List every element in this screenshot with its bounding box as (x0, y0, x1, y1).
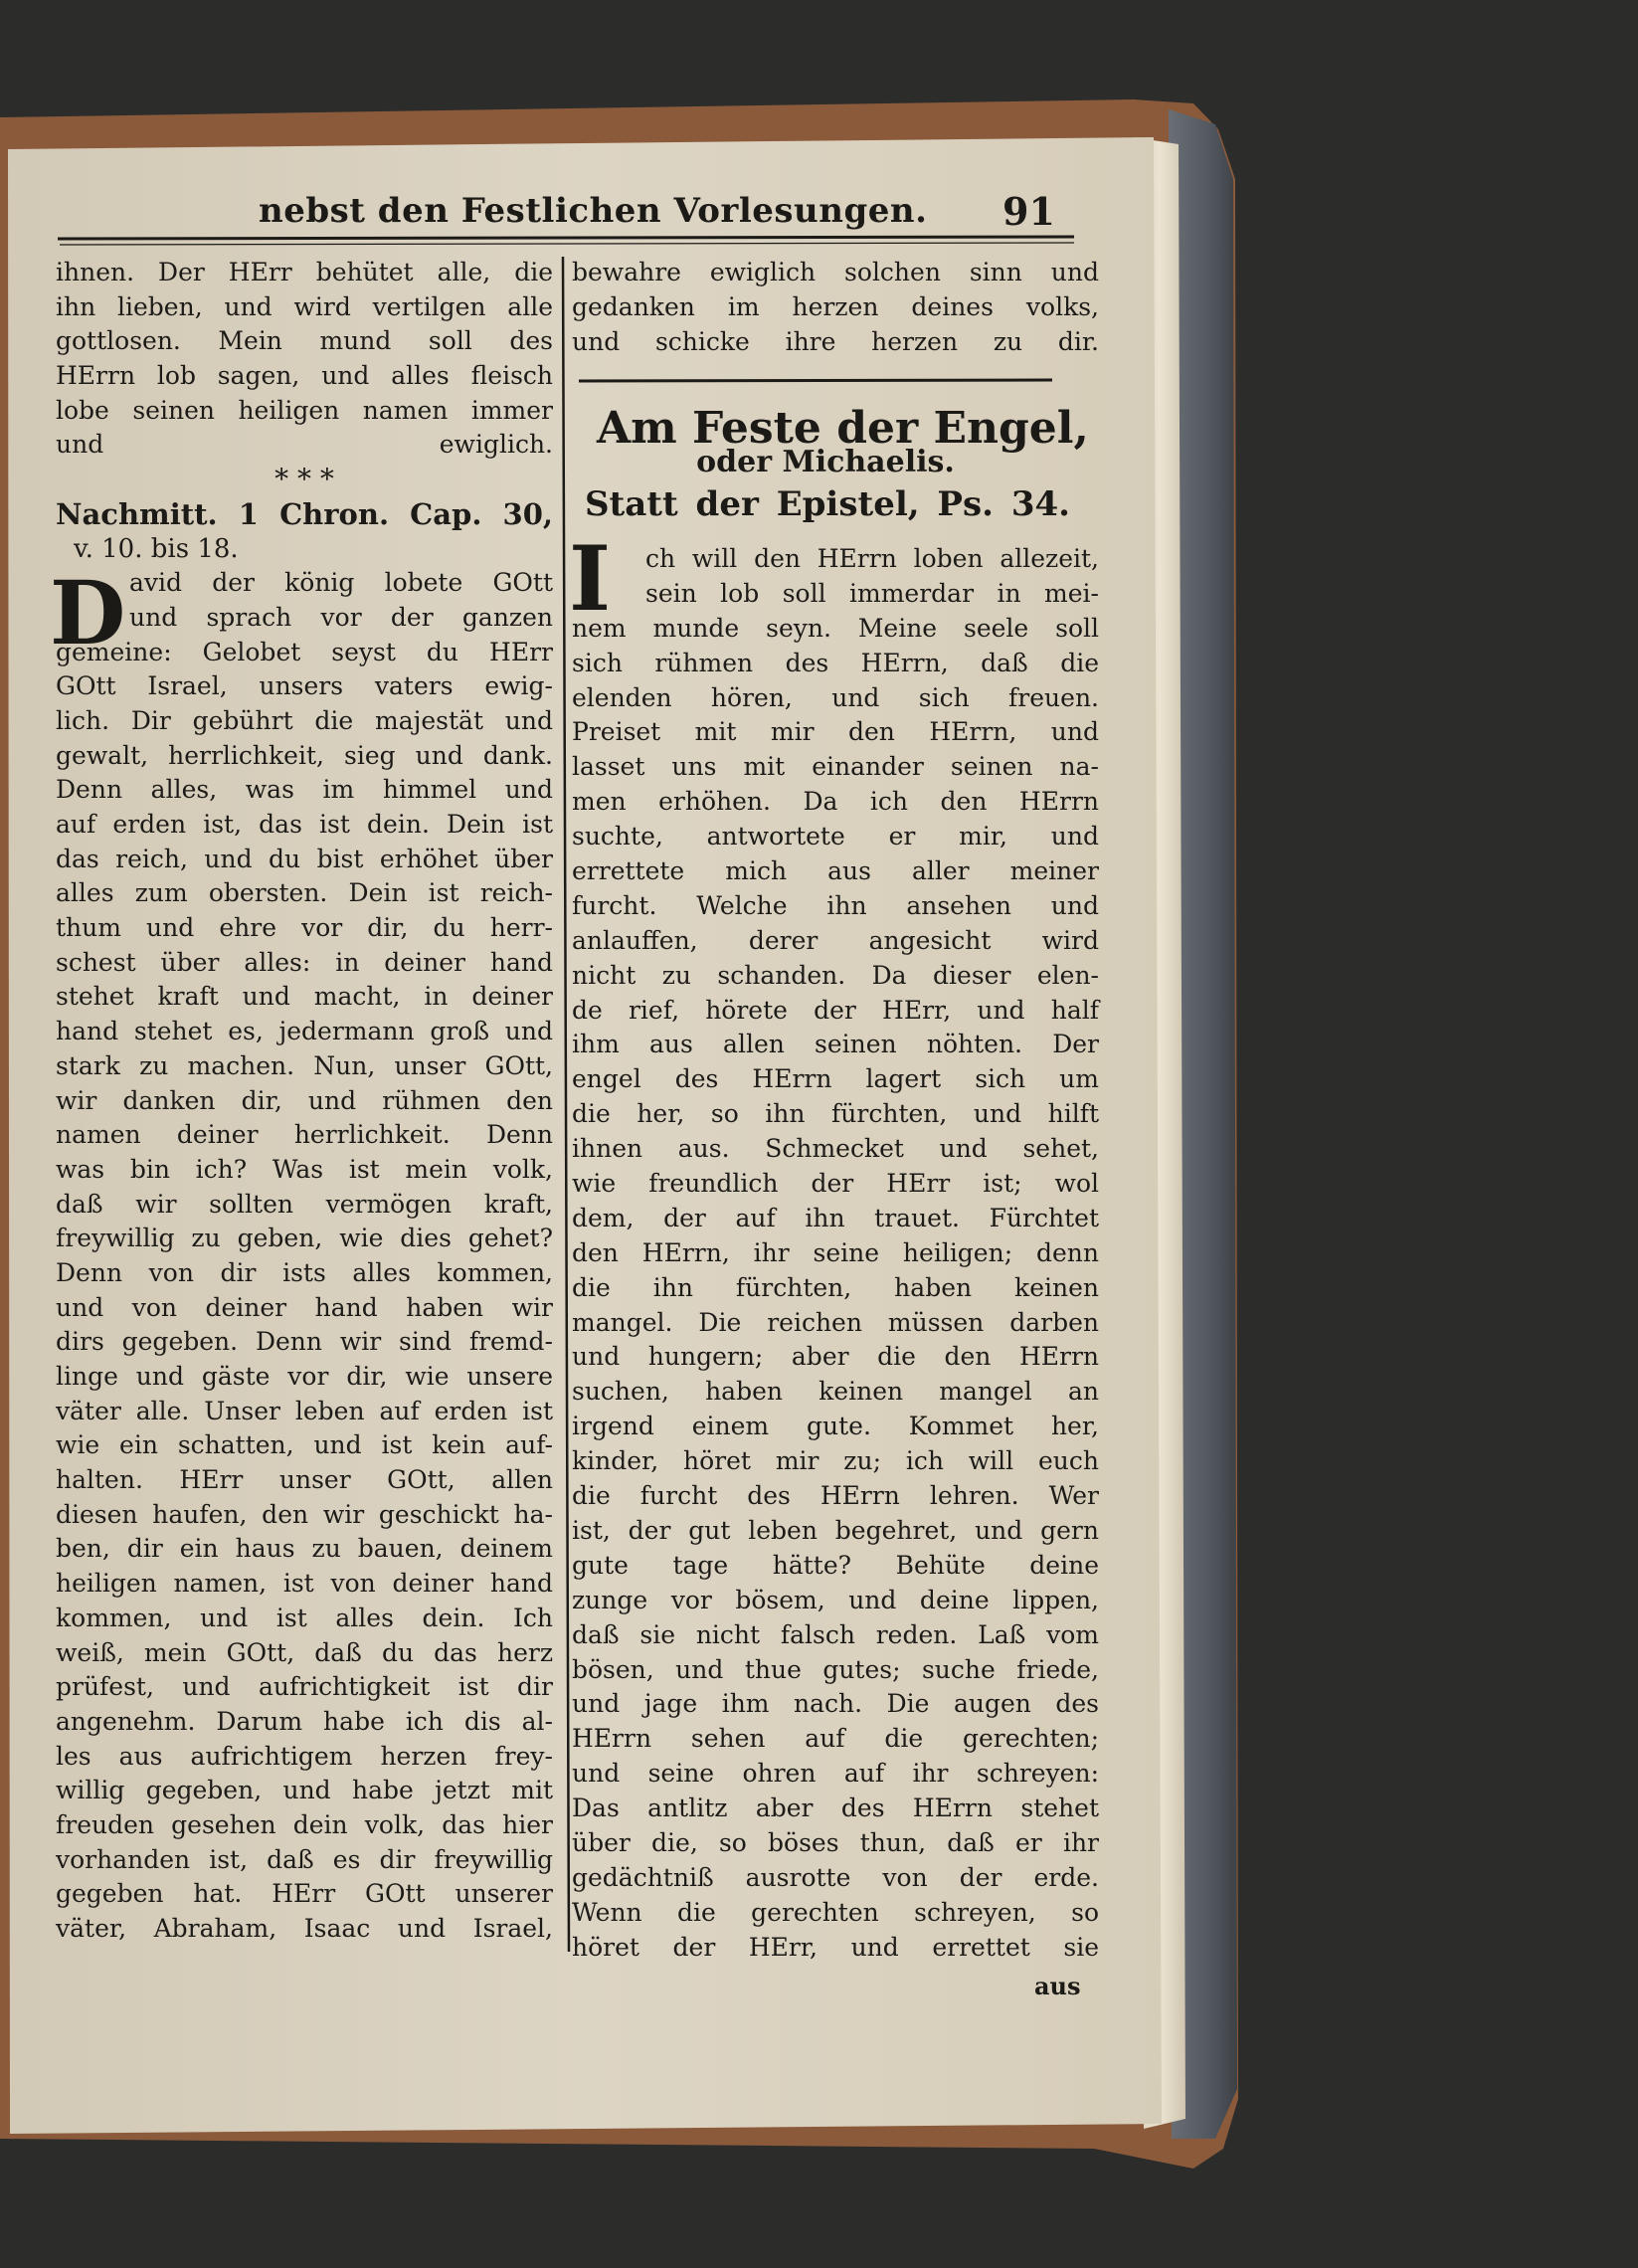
feast-title: Am Feste der Engel, (597, 403, 1089, 454)
left-column-line: diesen haufen, den wir geschickt ha- (56, 1499, 553, 1529)
right-column-line: irgend einem gute. Kommet her, (572, 1412, 1099, 1441)
left-column-line: gegeben hat. HErr GOtt unserer (56, 1879, 553, 1909)
right-column-line: sich rühmen des HErrn, daß die (572, 648, 1099, 677)
left-column-line: weiß, mein GOtt, daß du das herz (56, 1637, 553, 1667)
right-column-line: Wenn die gerechten schreyen, so (572, 1897, 1099, 1927)
right-column-line: ihm aus allen seinen nöhten. Der (572, 1030, 1099, 1059)
left-column-line: lobe seinen heiligen namen immer (56, 395, 553, 425)
left-column-line: freuden gesehen dein volk, das hier (56, 1809, 553, 1839)
right-column-line: suchte, antwortete er mir, und (572, 822, 1099, 851)
left-column-line: les aus aufrichtigem herzen frey- (56, 1741, 553, 1771)
left-column-line: linge und gäste vor dir, wie unsere (56, 1362, 553, 1391)
left-column-line: heiligen namen, ist von deiner hand (56, 1569, 553, 1599)
right-column-line: kinder, höret mir zu; ich will euch (572, 1446, 1099, 1476)
left-column-line: stark zu machen. Nun, unser GOtt, (56, 1050, 553, 1080)
right-column-top-line: bewahre ewiglich solchen sinn und (572, 258, 1099, 286)
catchword: aus (1034, 1972, 1081, 2000)
right-column-line: daß sie nicht falsch reden. Laß vom (572, 1619, 1099, 1649)
left-column-line: väter alle. Unser leben auf erden ist (56, 1396, 553, 1425)
left-column-line: das reich, und du bist erhöhet über (56, 844, 553, 873)
left-column-line: namen deiner herrlichkeit. Denn (56, 1120, 553, 1150)
right-column-line: und jage ihm nach. Die augen des (572, 1689, 1099, 1719)
right-column-line: Preiset mit mir den HErrn, und (572, 717, 1099, 747)
left-column-line: willig gegeben, und habe jetzt mit (56, 1776, 553, 1805)
left-column-line: Denn von dir ists alles kommen, (56, 1257, 553, 1287)
right-column-line: suchen, haben keinen mangel an (572, 1377, 1099, 1407)
left-dropcap: D (50, 561, 126, 664)
left-column-line: vorhanden ist, daß es dir freywillig (56, 1844, 553, 1874)
right-column-line: die her, so ihn fürchten, und hilft (572, 1099, 1099, 1129)
right-column-line: über die, so böses thun, daß er ihr (572, 1827, 1099, 1857)
left-column-line: wie ein schatten, und ist kein auf- (56, 1430, 553, 1460)
left-column-line: lich. Dir gebührt die majestät und (56, 705, 553, 735)
left-column-line: väter, Abraham, Isaac und Israel, (56, 1914, 553, 1943)
left-column-line: was bin ich? Was ist mein volk, (56, 1154, 553, 1184)
left-column-line: und sprach vor der ganzen (129, 602, 553, 632)
left-column-line: avid der könig lobete GOtt (129, 568, 553, 598)
left-column (56, 256, 553, 1947)
right-column-top (572, 256, 1099, 360)
left-column-line: v. 10. bis 18. (74, 533, 239, 564)
left-column-line: und ewiglich. (56, 430, 553, 460)
left-column-line: thum und ehre vor dir, du herr- (56, 913, 553, 943)
left-column-line: Nachmitt. 1 Chron. Cap. 30, (56, 496, 553, 531)
right-column-line: men erhöhen. Da ich den HErrn (572, 787, 1099, 817)
right-column-line: wie freundlich der HErr ist; wol (572, 1169, 1099, 1199)
right-column-line: Das antlitz aber des HErrn stehet (572, 1794, 1099, 1823)
left-column-line: ben, dir ein haus zu bauen, deinem (56, 1534, 553, 1564)
right-column-line: nicht zu schanden. Da dieser elen- (572, 960, 1099, 990)
right-column-line: ist, der gut leben begehret, und gern (572, 1515, 1099, 1545)
left-column-line: halten. HErr unser GOtt, allen (56, 1465, 553, 1495)
right-column-line: sein lob soll immerdar in mei- (645, 578, 1099, 608)
right-column-line: de rief, hörete der HErr, und half (572, 995, 1099, 1025)
right-column-line: höret der HErr, und errettet sie (572, 1932, 1099, 1962)
right-column-line: elenden hören, und sich freuen. (572, 682, 1099, 712)
right-column-line: den HErrn, ihr seine heiligen; denn (572, 1237, 1099, 1267)
right-column-line: gute tage hätte? Behüte deine (572, 1550, 1099, 1580)
left-column-line: gewalt, herrlichkeit, sieg und dank. (56, 740, 553, 770)
left-column-line: daß wir sollten vermögen kraft, (56, 1189, 553, 1219)
page-number: 91 (1002, 189, 1055, 234)
left-column-line: prüfest, und aufrichtigkeit ist dir (56, 1672, 553, 1702)
right-column-line: die furcht des HErrn lehren. Wer (572, 1481, 1099, 1511)
left-column-line: angenehm. Darum habe ich dis al- (56, 1706, 553, 1736)
right-column-line: nem munde seyn. Meine seele soll (572, 613, 1099, 643)
right-column-line: engel des HErrn lagert sich um (572, 1064, 1099, 1094)
left-column-line: gottlosen. Mein mund soll des (56, 326, 553, 356)
right-column-line: anlauffen, derer angesicht wird (572, 925, 1099, 955)
left-column-line: * * * (274, 463, 334, 496)
right-column-line: HErrn sehen auf die gerechten; (572, 1724, 1099, 1754)
right-column-line: ch will den HErrn loben allezeit, (645, 544, 1099, 573)
left-column-line: und von deiner hand haben wir (56, 1292, 553, 1322)
right-column-line: errettete mich aus aller meiner (572, 856, 1099, 886)
left-column-line: HErrn lob sagen, und alles fleisch (56, 361, 553, 391)
right-column-top-line: gedanken im herzen deines volks, (572, 291, 1099, 321)
right-column-line: die ihn fürchten, haben keinen (572, 1272, 1099, 1302)
left-column-line: ihnen. Der HErr behütet alle, die (56, 258, 553, 286)
right-dropcap: I (569, 526, 612, 632)
left-column-line: freywillig zu geben, wie dies gehet? (56, 1224, 553, 1253)
right-column (572, 542, 1099, 1966)
running-head: nebst den Festlichen Vorlesungen. (259, 191, 928, 231)
left-column-line: ihn lieben, und wird vertilgen alle (56, 291, 553, 321)
reading-heading: Statt der Epistel, Ps. 34. (585, 484, 1070, 524)
right-column-line: zunge vor bösem, und deine lippen, (572, 1585, 1099, 1614)
right-column-line: ihnen aus. Schmecket und sehet, (572, 1134, 1099, 1164)
left-column-line: dirs gegeben. Denn wir sind fremd- (56, 1327, 553, 1357)
left-column-line: GOtt Israel, unsers vaters ewig- (56, 671, 553, 701)
left-column-line: gemeine: Gelobet seyst du HErr (56, 637, 553, 666)
feast-subtitle: oder Michaelis. (696, 445, 955, 479)
left-column-line: hand stehet es, jedermann groß und (56, 1017, 553, 1046)
left-column-line: alles zum obersten. Dein ist reich- (56, 878, 553, 908)
left-column-line: kommen, und ist alles dein. Ich (56, 1603, 553, 1632)
left-column-line: auf erden ist, das ist dein. Dein ist (56, 810, 553, 839)
left-column-line: schest über alles: in deiner hand (56, 947, 553, 977)
left-column-line: wir danken dir, und rühmen den (56, 1085, 553, 1115)
right-column-line: und seine ohren auf ihr schreyen: (572, 1759, 1099, 1789)
right-column-line: und hungern; aber die den HErrn (572, 1342, 1099, 1372)
right-column-line: lasset uns mit einander seinen na- (572, 752, 1099, 782)
left-column-line: stehet kraft und macht, in deiner (56, 982, 553, 1012)
right-column-line: gedächtniß ausrotte von der erde. (572, 1862, 1099, 1892)
right-column-line: furcht. Welche ihn ansehen und (572, 890, 1099, 920)
right-column-line: dem, der auf ihn trauet. Fürchtet (572, 1203, 1099, 1232)
right-column-line: mangel. Die reichen müssen darben (572, 1307, 1099, 1337)
left-column-line: Denn alles, was im himmel und (56, 775, 553, 805)
right-column-line: bösen, und thue gutes; suche friede, (572, 1654, 1099, 1684)
right-column-top-line: und schicke ihre herzen zu dir. (572, 326, 1099, 356)
